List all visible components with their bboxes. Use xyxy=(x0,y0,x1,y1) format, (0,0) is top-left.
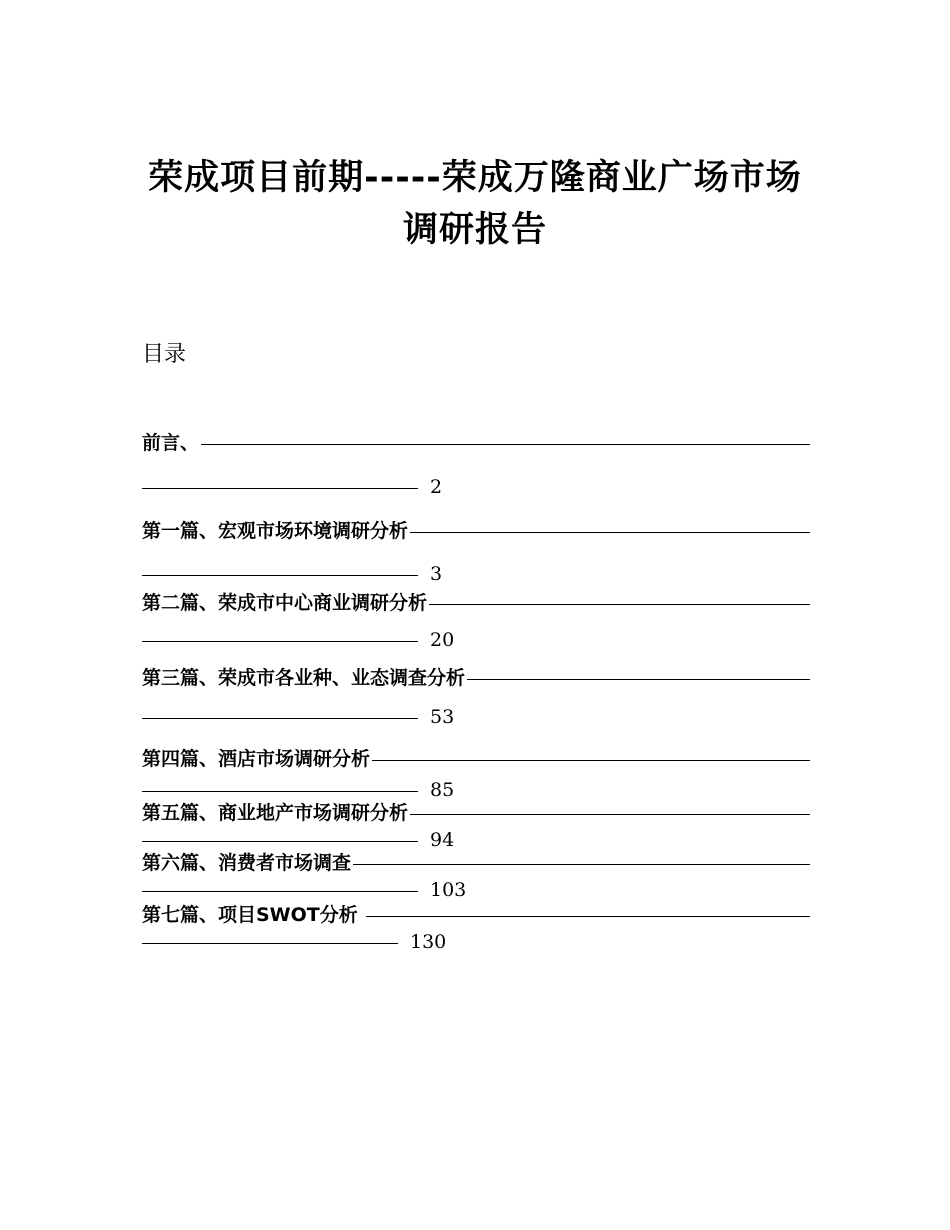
toc-entry-label: 第二篇、荣成市中心商业调研分析 xyxy=(142,592,428,614)
toc-leader-line xyxy=(142,641,418,642)
toc-leader-line xyxy=(142,575,418,576)
document-title xyxy=(120,152,830,256)
toc-entry-part-3[interactable] xyxy=(142,666,810,728)
toc-entry-label: 第四篇、酒店市场调研分析 xyxy=(142,748,371,770)
document-title-line1: 荣成项目前期-----荣成万隆商业广场市场 xyxy=(148,158,802,198)
toc-entry-part-2[interactable] xyxy=(142,591,810,651)
toc-heading: 目录 xyxy=(142,342,187,367)
toc-entry-part-5[interactable] xyxy=(142,801,810,851)
toc-leader-line xyxy=(353,864,810,865)
toc-page-number: 2 xyxy=(430,476,443,498)
toc-leader-line xyxy=(410,532,810,533)
toc-page-number: 130 xyxy=(410,931,447,953)
toc-entry-part-4[interactable] xyxy=(142,747,810,801)
toc-leader-line xyxy=(142,891,418,892)
toc-entry-label: 前言、 xyxy=(142,432,200,454)
toc-leader-line xyxy=(467,679,810,680)
toc-entry-preface[interactable] xyxy=(142,431,810,498)
toc-page-number: 94 xyxy=(430,829,455,851)
toc-entry-label: 第七篇、项目SWOT分析 xyxy=(142,904,358,926)
toc-page-number: 53 xyxy=(430,706,455,728)
toc-entry-label: 第一篇、宏观市场环境调研分析 xyxy=(142,520,409,542)
toc-page-number: 3 xyxy=(430,563,443,585)
toc-page-number: 85 xyxy=(430,779,455,801)
toc-leader-line xyxy=(142,943,398,944)
toc-entry-part-1[interactable] xyxy=(142,519,810,585)
toc-leader-line xyxy=(142,488,418,489)
toc-entry-label: 第六篇、消费者市场调查 xyxy=(142,852,352,874)
toc-entry-part-7[interactable] xyxy=(142,903,810,953)
toc-leader-line xyxy=(372,760,810,761)
document-title-line2: 调研报告 xyxy=(402,210,547,250)
toc-leader-line xyxy=(410,814,810,815)
toc-leader-line xyxy=(142,791,418,792)
toc-page-number: 20 xyxy=(430,629,455,651)
toc-entry-label: 第三篇、荣成市各业种、业态调查分析 xyxy=(142,667,466,689)
toc-leader-line xyxy=(429,604,810,605)
toc-leader-line xyxy=(366,916,810,917)
toc-entry-label: 第五篇、商业地产市场调研分析 xyxy=(142,802,409,824)
toc-page-number: 103 xyxy=(430,879,467,901)
toc-entry-part-6[interactable] xyxy=(142,851,810,901)
toc-leader-line xyxy=(142,841,418,842)
toc-leader-line xyxy=(142,718,418,719)
toc-leader-line xyxy=(201,444,810,445)
